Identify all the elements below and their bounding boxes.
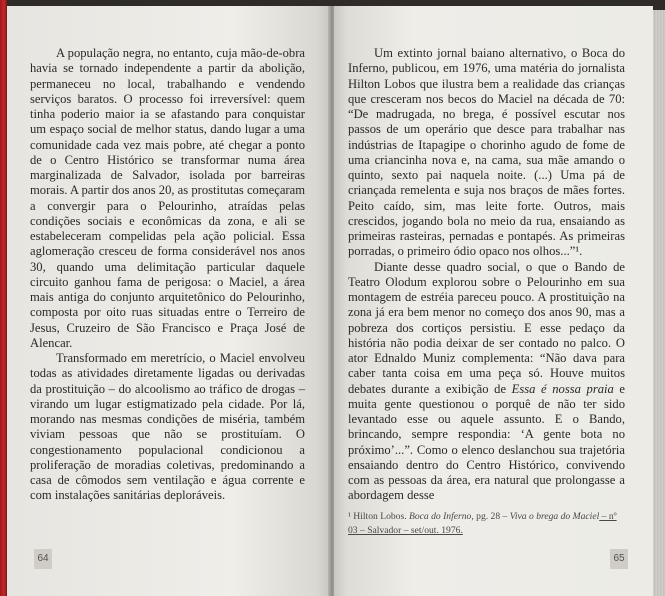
right-paragraph-2-start: Diante desse quadro social, o que o Bando de Teatro Olodum explorou sobre o Pelourinho em sua montagem de estréia pareceu pouco. A prostituição na zona já era bem menor no começo dos anos 90, mas a pobreza dos cortiços persistiu. E esse pedaço da história não podia deixar de ser contado no palco. O ator Ednaldo Muniz complementa: “Não dava para caber tanta coisa em uma peça só. Houve muitos debates durante a exibição de [348,259,625,396]
footnote-issue: – nº 03 – Salvador – set/out. 1976. [348,511,617,536]
right-page [334,6,653,596]
footnote [348,510,625,537]
right-paragraph-2-end: e muita gente questionou o porquê de não ter sido levantado esse ou aquele assunto. E o Bando, brincando, sempre respondia: ‘A gente bota no próximo’...”. Como o elenco deslanchou sua trajetória ensaiando dentro do Centro Histórico, convivendo com as pessoas da área, era natural que prolongasse a abordagem desse [348,381,625,503]
red-cover-edge [0,0,7,596]
footnote-pages: , pg. 28 – [471,511,510,522]
play-title: Essa é nossa praia [511,381,614,396]
left-page-text [30,46,305,504]
right-paragraph-1: Um extinto jornal baiano alternativo, o Boca do Inferno, publicou, em 1976, uma matéria do jornalista Hilton Lobos que ilustra bem a realidade das crianças que cresceram nos becos do Maciel na década de 70: “De madrugada, no brega, é possível escutar nos passos de um operário que desce para trabalhar nas indústrias de Itapagipe o chorinho agudo de fome de uma criancinha nova e, na cama, sua mãe amando o quinto, sexto pai naquela noite. (...) Uma pá de criançada remelenta e suja nos braços de mães fortes. Peito caído, sim, mas leite forte. Outros, mais crescidos, jogando bola no meio da rua, ensaiando as primeiras rasteiras, pernadas e pontapés. As primeiras porradas, o primeiro ódio opaco nos olhos...”¹. [348,46,625,259]
footnote-author: Hilton Lobos. [350,511,409,522]
left-paragraph-1: A população negra, no entanto, cuja mão-de-obra havia se tornado independente a partir da abolição, permaneceu no local, trabalhando e vendendo serviços baratos. O processo foi irreversível: quem tinha poderio maior ia se afastando para conquistar um espaço social de melhor status, dando lugar a uma comunidade cada vez mais pobre, até chegar a ponto de o Centro Histórico se transformar numa área marginalizada de Salvador, isolada por barreiras morais. A partir dos anos 20, as prostitutas começaram a convergir para o Pelourinho, atraídas pelas condições sociais e econômicas da zona, e ali se estabeleceram compelidas pela ação policial. Essa aglomeração cresceu de forma considerável nos anos 30, quando uma delimitação particular daquele circuito ganhou fama de perigosa: o Maciel, a área mais antiga do conjunto arquitetônico do Pelourinho, composta por oito ruas situadas entre o Terreiro de Jesus, Cruzeiro de São Francisco e Praça José de Alencar. [30,46,305,350]
right-paragraph-2 [348,260,625,504]
page-number-left: 64 [34,549,52,569]
right-page-text [348,46,625,504]
page-number-right: 65 [610,549,628,569]
left-page [7,6,330,596]
page-fore-edge [653,10,665,596]
footnote-article: Viva o brega do Maciel [509,511,600,522]
footnote-marker: ¹ [348,511,351,522]
left-paragraph-2: Transformado em meretrício, o Maciel envolveu todas as atividades diretamente ligadas ou derivadas da prostituição – do alcoolismo ao tráfico de drogas – virando um lugar estigmatizado pela cidade. Por lá, morando nas mesmas condições de miséria, também viviam pessoas que não se prostituíam. O congestionamento populacional condicionou a proliferação de moradias coletivas, predominando a casa de cômodos sem ventilação e água corrente e com instalações sanitárias deploráveis. [30,351,305,503]
footnote-source: Boca do Inferno [409,511,472,522]
